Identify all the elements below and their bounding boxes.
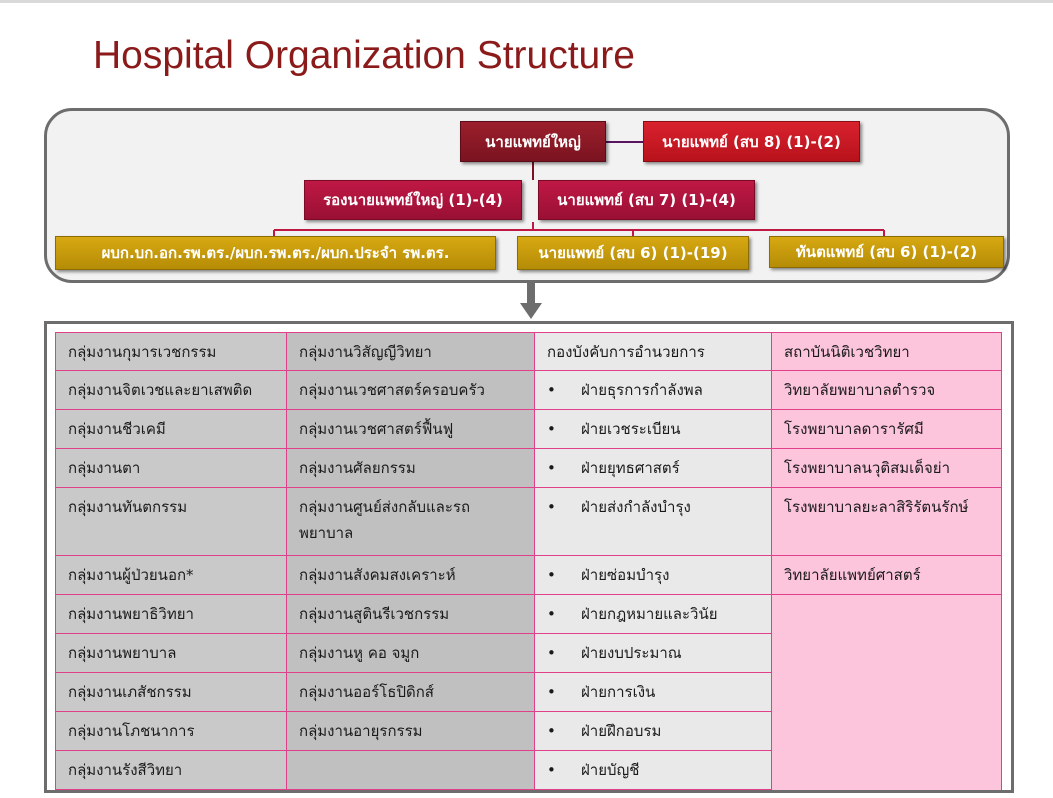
table-cell-c2 bbox=[287, 333, 535, 371]
deputy-director-box[interactable]: รองนายแพทย์ใหญ่ (1)-(4) bbox=[304, 180, 522, 220]
table-cell-c1 bbox=[56, 371, 287, 410]
table-cell-c4 bbox=[772, 595, 1002, 634]
table-cell-c4 bbox=[772, 488, 1002, 556]
table-cell-c4 bbox=[772, 333, 1002, 371]
table-cell-c3 bbox=[535, 333, 772, 371]
cell-text: กลุ่มงานเวชศาสตร์ฟื้นฟู bbox=[299, 420, 454, 438]
bullet-icon: • bbox=[547, 683, 556, 701]
table-cell-c3 bbox=[535, 712, 772, 751]
cell-text: ฝ่ายกฎหมายและวินัย bbox=[581, 605, 718, 623]
table-cell-c1 bbox=[56, 333, 287, 371]
table-cell-c3 bbox=[535, 634, 772, 673]
bullet-icon: • bbox=[547, 498, 556, 516]
table-cell-c4 bbox=[772, 556, 1002, 595]
down-arrow-icon bbox=[520, 283, 542, 321]
table-cell-c2 bbox=[287, 712, 535, 751]
cell-text: กลุ่มงานเภสัชกรรม bbox=[68, 683, 192, 701]
bullet-icon: • bbox=[547, 722, 556, 740]
cell-text: สถาบันนิติเวชวิทยา bbox=[784, 343, 910, 361]
departments-table bbox=[55, 332, 1002, 790]
table-cell-c1 bbox=[56, 410, 287, 449]
table-cell-c1 bbox=[56, 673, 287, 712]
cell-text: โรงพยาบาลนวุติสมเด็จย่า bbox=[784, 459, 951, 477]
table-row bbox=[56, 488, 1002, 556]
cell-text: กลุ่มงานหู คอ จมูก bbox=[299, 644, 420, 662]
cell-text: ฝ่ายบัญชี bbox=[581, 761, 640, 779]
table-row bbox=[56, 333, 1002, 371]
cell-text: กลุ่มงานเวชศาสตร์ครอบครัว bbox=[299, 381, 485, 399]
bullet-icon: • bbox=[547, 605, 556, 623]
table-cell-c2 bbox=[287, 410, 535, 449]
table-cell-c4 bbox=[772, 634, 1002, 673]
cell-text: กลุ่มงานสูตินรีเวชกรรม bbox=[299, 605, 450, 623]
table-cell-c2 bbox=[287, 488, 535, 556]
cell-text: ฝ่ายเวชระเบียน bbox=[581, 420, 681, 438]
table-cell-c4 bbox=[772, 751, 1002, 790]
cell-text: กลุ่มงานกุมารเวชกรรม bbox=[68, 343, 217, 361]
cell-text: กลุ่มงานศัลยกรรม bbox=[299, 459, 416, 477]
table-row bbox=[56, 595, 1002, 634]
table-cell-c1 bbox=[56, 634, 287, 673]
physician-s8-box[interactable]: นายแพทย์ (สบ 8) (1)-(2) bbox=[643, 121, 860, 162]
dentist-s6-box[interactable]: ทันตแพทย์ (สบ 6) (1)-(2) bbox=[769, 236, 1004, 268]
cell-text: กองบังคับการอำนวยการ bbox=[547, 343, 705, 361]
table-cell-c2 bbox=[287, 371, 535, 410]
table-cell-c1 bbox=[56, 556, 287, 595]
page-title: Hospital Organization Structure bbox=[93, 34, 635, 77]
director-box[interactable]: นายแพทย์ใหญ่ bbox=[460, 121, 606, 162]
table-row bbox=[56, 751, 1002, 790]
table-cell-c1 bbox=[56, 595, 287, 634]
cell-text: วิทยาลัยแพทย์ศาสตร์ bbox=[784, 566, 921, 584]
table-row bbox=[56, 712, 1002, 751]
table-cell-c3 bbox=[535, 751, 772, 790]
table-cell-c2 bbox=[287, 634, 535, 673]
cell-text: กลุ่มงานผู้ป่วยนอก* bbox=[68, 566, 194, 584]
table-cell-c2 bbox=[287, 595, 535, 634]
bullet-icon: • bbox=[547, 420, 556, 438]
cell-text: วิทยาลัยพยาบาลตำรวจ bbox=[784, 381, 936, 399]
cell-text: ฝ่ายธุรการกำลังพล bbox=[581, 381, 703, 399]
table-row bbox=[56, 673, 1002, 712]
table-cell-c3 bbox=[535, 595, 772, 634]
table-cell-c4 bbox=[772, 712, 1002, 751]
table-cell-c2 bbox=[287, 751, 535, 790]
cell-text: โรงพยาบาลดารารัศมี bbox=[784, 420, 924, 438]
table-cell-c1 bbox=[56, 712, 287, 751]
cell-text: กลุ่มงานจิตเวชและยาเสพติด bbox=[68, 381, 253, 399]
cell-text: กลุ่มงานพยาธิวิทยา bbox=[68, 605, 194, 623]
table-cell-c1 bbox=[56, 488, 287, 556]
cell-text: โรงพยาบาลยะลาสิริรัตนรักษ์ bbox=[784, 498, 969, 516]
table-cell-c3 bbox=[535, 371, 772, 410]
table-row bbox=[56, 634, 1002, 673]
cell-text: กลุ่มงานวิสัญญีวิทยา bbox=[299, 343, 432, 361]
cell-text: กลุ่มงานทันตกรรม bbox=[68, 498, 188, 516]
table-cell-c1 bbox=[56, 751, 287, 790]
cell-text: กลุ่มงานออร์โธปิดิกส์ bbox=[299, 683, 434, 701]
bullet-icon: • bbox=[547, 566, 556, 584]
table-cell-c3 bbox=[535, 410, 772, 449]
physician-s6-box[interactable]: นายแพทย์ (สบ 6) (1)-(19) bbox=[517, 236, 749, 270]
cell-text: ฝ่ายการเงิน bbox=[581, 683, 656, 701]
cell-text: กลุ่มงานตา bbox=[68, 459, 141, 477]
table-cell-c3 bbox=[535, 488, 772, 556]
table-cell-c2 bbox=[287, 673, 535, 712]
cell-text: กลุ่มงานศูนย์ส่งกลับและรถพยาบาล bbox=[299, 498, 471, 542]
cell-text: ฝ่ายยุทธศาสตร์ bbox=[581, 459, 680, 477]
table-cell-c4 bbox=[772, 410, 1002, 449]
table-cell-c3 bbox=[535, 556, 772, 595]
table-cell-c3 bbox=[535, 673, 772, 712]
bullet-icon: • bbox=[547, 644, 556, 662]
cell-text: ฝ่ายส่งกำลังบำรุง bbox=[581, 498, 691, 516]
bullet-icon: • bbox=[547, 381, 556, 399]
cell-text: กลุ่มงานพยาบาล bbox=[68, 644, 177, 662]
cell-text: ฝ่ายฝึกอบรม bbox=[581, 722, 662, 740]
table-row bbox=[56, 449, 1002, 488]
table-row bbox=[56, 410, 1002, 449]
physician-s7-box[interactable]: นายแพทย์ (สบ 7) (1)-(4) bbox=[538, 180, 755, 220]
cell-text: กลุ่มงานสังคมสงเคราะห์ bbox=[299, 566, 456, 584]
chiefs-box[interactable]: ผบก.บก.อก.รพ.ตร./ผบก.รพ.ตร./ผบก.ประจำ รพ.ตร. bbox=[55, 236, 496, 270]
table-cell-c4 bbox=[772, 673, 1002, 712]
cell-text: กลุ่มงานโภชนาการ bbox=[68, 722, 195, 740]
table-cell-c2 bbox=[287, 556, 535, 595]
table-row bbox=[56, 556, 1002, 595]
cell-text: กลุ่มงานชีวเคมี bbox=[68, 420, 166, 438]
table-cell-c1 bbox=[56, 449, 287, 488]
cell-text: ฝ่ายซ่อมบำรุง bbox=[581, 566, 670, 584]
table-cell-c4 bbox=[772, 371, 1002, 410]
table-cell-c2 bbox=[287, 449, 535, 488]
bullet-icon: • bbox=[547, 761, 556, 779]
cell-text: ฝ่ายงบประมาณ bbox=[581, 644, 682, 662]
cell-text: กลุ่มงานอายุรกรรม bbox=[299, 722, 423, 740]
table-cell-c4 bbox=[772, 449, 1002, 488]
table-row bbox=[56, 371, 1002, 410]
table-cell-c3 bbox=[535, 449, 772, 488]
bullet-icon: • bbox=[547, 459, 556, 477]
cell-text: กลุ่มงานรังสีวิทยา bbox=[68, 761, 183, 779]
